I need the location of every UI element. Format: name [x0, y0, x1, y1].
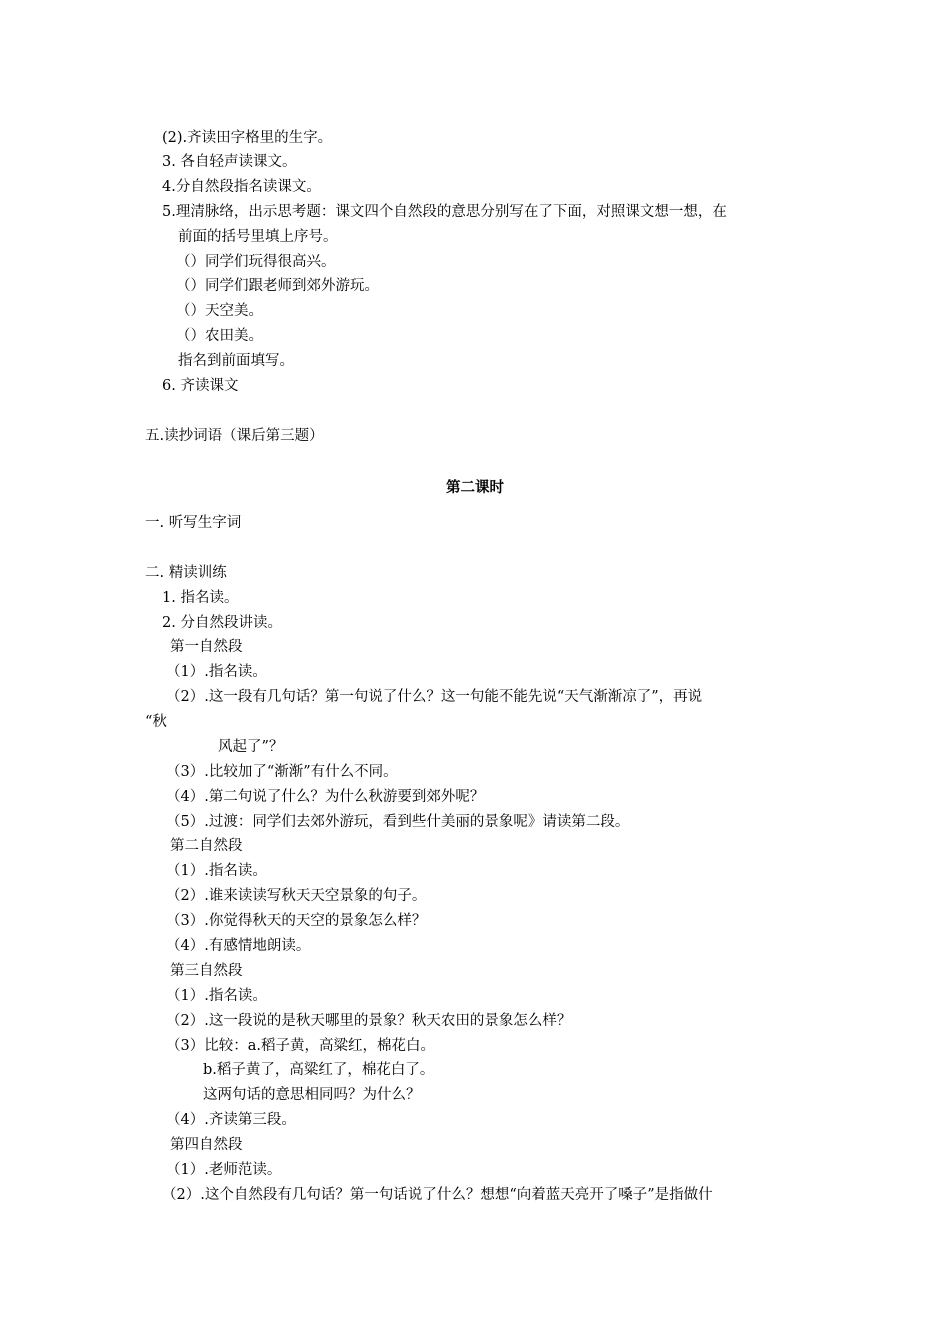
text-line: “秋: [145, 714, 167, 730]
paragraph-heading: 第一自然段: [170, 639, 243, 655]
section-heading: 一. 听写生字词: [145, 515, 242, 531]
text-line: （5）.过渡：同学们去郊外游玩，看到些什美丽的景象呢》请读第二段。: [166, 814, 630, 830]
text-line: （1）.指名读。: [166, 988, 267, 1004]
text-line: （1）.老师范读。: [166, 1162, 282, 1178]
text-line: 5.理清脉络，出示思考题：课文四个自然段的意思分别写在了下面，对照课文想一想，在: [162, 204, 727, 220]
text-line: 4.分自然段指名读课文。: [162, 179, 321, 195]
section-heading: 五.读抄词语（课后第三题）: [145, 428, 324, 444]
text-line: （1）.指名读。: [166, 863, 267, 879]
paragraph-heading: 第二自然段: [170, 838, 243, 854]
option-line: （）农田美。: [176, 328, 263, 344]
text-line: （4）.有感情地朗读。: [166, 938, 311, 954]
text-line: （4）.第二句说了什么？为什么秋游要到郊外呢？: [166, 789, 485, 805]
text-line: 前面的括号里填上序号。: [178, 229, 338, 245]
text-line: （2）.这一段有几句话？第一句说了什么？这一句能不能先说“天气渐渐凉了”，再说: [166, 689, 703, 705]
text-line: 风起了”？: [218, 739, 284, 755]
text-line: 6. 齐读课文: [162, 378, 239, 394]
option-line: （）天空美。: [176, 303, 263, 319]
text-line: （2）.谁来读读写秋天天空景象的句子。: [166, 888, 427, 904]
text-line: 指名到前面填写。: [178, 353, 294, 369]
text-line: （3）比较：a.稻子黄，高粱红，棉花白。: [166, 1038, 435, 1054]
text-line: （3）.你觉得秋天的天空的景象怎么样？: [166, 913, 427, 929]
text-line: 2. 分自然段讲读。: [162, 615, 282, 631]
page-title: 第二课时: [446, 480, 504, 496]
text-line: b.稻子黄了，高粱红了，棉花白了。: [203, 1062, 435, 1078]
text-line: 这两句话的意思相同吗？为什么？: [203, 1087, 421, 1103]
text-line: （3）.比较加了“渐渐”有什么不同。: [166, 764, 398, 780]
paragraph-heading: 第四自然段: [170, 1137, 243, 1153]
text-line: 3. 各自轻声读课文。: [162, 154, 297, 170]
option-line: （）同学们跟老师到郊外游玩。: [176, 278, 379, 294]
text-line: (2).齐读田字格里的生字。: [162, 130, 333, 146]
text-line: （2）.这个自然段有几句话？第一句话说了什么？想想“向着蓝天亮开了嗓子”是指做什: [162, 1187, 713, 1203]
text-line: （1）.指名读。: [166, 664, 267, 680]
option-line: （）同学们玩得很高兴。: [176, 254, 336, 270]
section-heading: 二. 精读训练: [145, 565, 227, 581]
text-line: 1. 指名读。: [162, 590, 239, 606]
text-line: （2）.这一段说的是秋天哪里的景象？秋天农田的景象怎么样？: [166, 1013, 572, 1029]
paragraph-heading: 第三自然段: [170, 963, 243, 979]
text-line: （4）.齐读第三段。: [166, 1112, 296, 1128]
